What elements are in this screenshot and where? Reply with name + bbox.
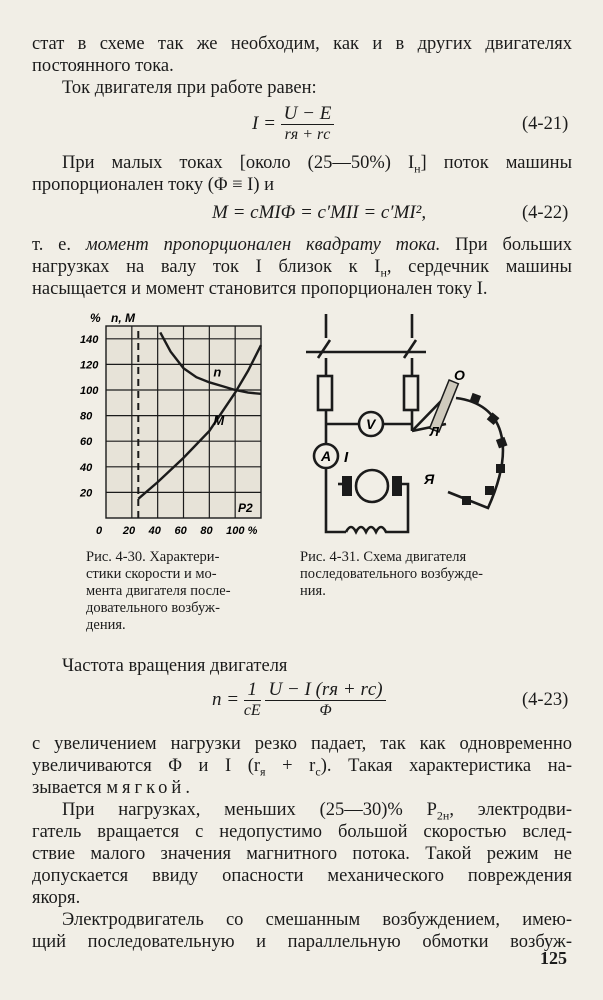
y-tick-label: 120 <box>80 359 99 372</box>
text-line: якоря. <box>32 888 81 908</box>
y-tick-label: 40 <box>80 461 93 474</box>
x-tick-label: 40 <box>148 525 161 536</box>
corner-label: P2 <box>238 501 253 515</box>
x-tick-label: 60 <box>174 525 187 536</box>
figure-caption-4-31: Рис. 4-31. Схема двигателя последовательного возбужде- ния. <box>300 549 483 599</box>
text-line: стат в схеме так же необходим, как и в других двигателях <box>32 34 572 54</box>
motor-armature <box>356 470 388 502</box>
text-line: ствие малого значения магнитного потока. Такой режим не <box>32 844 572 864</box>
text-line: При нагрузках, меньших (25—30)% $P_{2н}$, электродви- <box>62 800 573 823</box>
text-line: допускается ввиду опасности механического повреждения <box>32 866 572 886</box>
equation-label: (4-21) <box>522 114 569 134</box>
equation-4-22: M = cMIΦ = c′MII = c′MI², <box>212 202 427 223</box>
legend-label: n, M <box>111 311 135 325</box>
y-tick-label: 80 <box>80 410 93 423</box>
text-line: щий последовательную и параллельную обмотки возбуж- <box>32 932 572 952</box>
text-line: гатель вращается с недопустимо большой скоростью вслед- <box>32 822 572 842</box>
rheostat-o-label: О <box>454 367 465 383</box>
fuse <box>318 376 332 410</box>
current-label: I <box>344 449 349 466</box>
equation-4-21: I = $\frac{U - E}{rя + rс}$ <box>252 104 334 145</box>
equation-label: (4-23) <box>522 690 569 710</box>
x-tick-label: 100 % <box>226 525 258 536</box>
fuse <box>404 376 418 410</box>
y-tick-label: 100 <box>80 385 99 397</box>
voltmeter-label: V <box>366 416 376 432</box>
equation-label: (4-22) <box>522 203 569 223</box>
text-line: Частота вращения двигателя <box>62 656 288 676</box>
y-tick-label: 60 <box>80 436 93 449</box>
x-tick-label: 80 <box>200 525 213 536</box>
circuit-diagram <box>296 306 536 546</box>
equation-4-23: n = $\frac{1}{cE}$ $\frac{U - I (rя + rс)}{\Phi}$ <box>212 680 386 721</box>
rheostat-l-label: Л <box>430 424 439 439</box>
text-line: постоянного тока. <box>32 56 174 76</box>
page-number: 125 <box>540 948 567 968</box>
text-line: увеличиваются Φ и I $(r_я + r_с)$. Такая характеристика на- <box>32 756 572 779</box>
text-line: нагрузках на валу ток I близок к $I_н$, сердечник машины <box>32 257 572 280</box>
y-axis-label: % <box>90 311 101 325</box>
x-tick-label: 20 <box>122 525 136 536</box>
figure-caption-4-30: Рис. 4-30. Характери- стики скорости и мо- мента двигателя после- довательного возбуж- дения. <box>86 549 231 633</box>
text-line: зывается мягкой. <box>32 778 194 798</box>
text-line: насыщается и момент становится пропорционален току I. <box>32 279 488 299</box>
rheostat-ya-label: Я <box>424 471 435 487</box>
text-line: Электродвигатель со смешанным возбуждением, имею- <box>62 910 572 930</box>
text-line: Ток двигателя при работе равен: <box>62 78 317 98</box>
x-tick-label: 0 <box>96 525 103 536</box>
series-n-label: n <box>213 364 222 380</box>
text-line: с увеличением нагрузки резко падает, так как одновременно <box>32 734 572 754</box>
y-tick-label: 140 <box>80 333 99 346</box>
ammeter-label: A <box>321 448 332 464</box>
y-tick-label: 20 <box>80 487 93 500</box>
series-M-label: M <box>213 412 225 428</box>
text-line: При малых токах [около (25—50%) $I_н$] поток машины <box>62 153 572 176</box>
text-line: пропорционален току (Φ ≡ I) и <box>32 175 274 195</box>
text-line: т. е. момент пропорционален квадрату тока. При больших <box>32 235 573 255</box>
characteristics-chart <box>68 306 268 536</box>
